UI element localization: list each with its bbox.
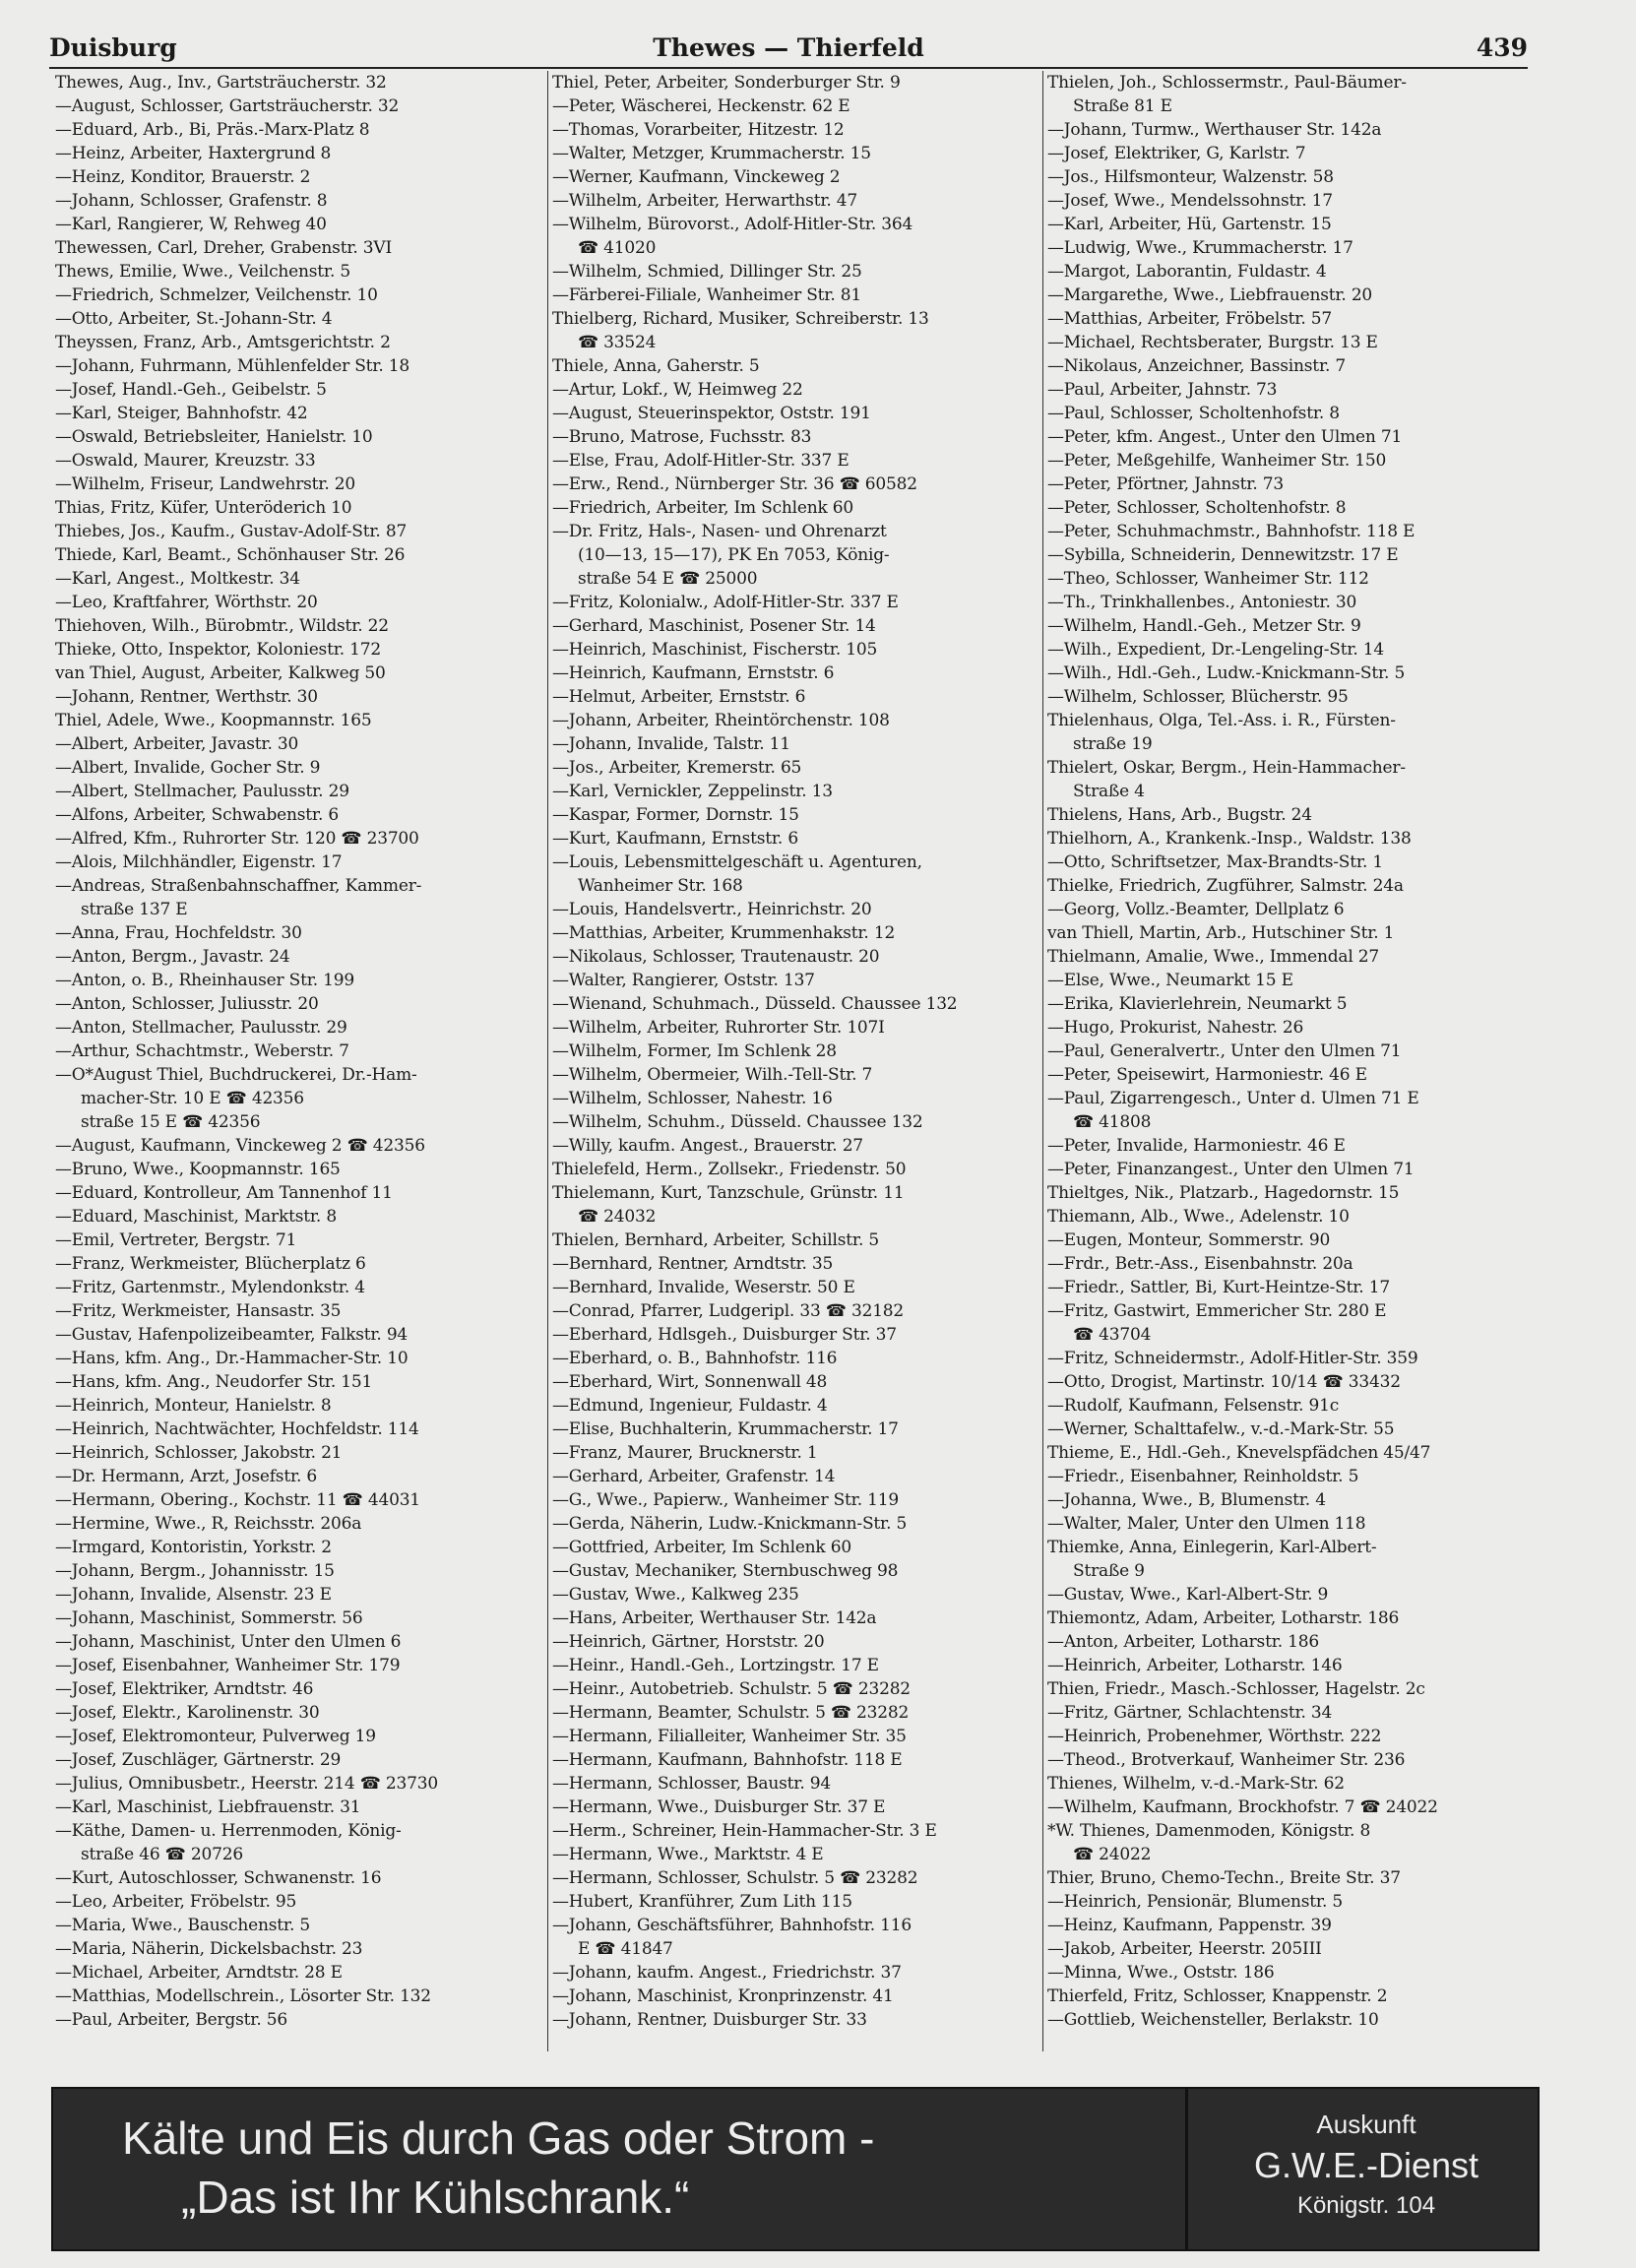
directory-entry: —Herm., Schreiner, Hein-Hammacher-Str. 3 E [552, 1821, 937, 1841]
directory-entry: Thielefeld, Herm., Zollsekr., Friedenstr. 50 [552, 1160, 907, 1179]
directory-entry: —Karl, Maschinist, Liebfrauenstr. 31 [55, 1797, 361, 1817]
directory-entry: Thias, Fritz, Küfer, Unteröderich 10 [55, 498, 352, 518]
directory-entry: —Peter, Schlosser, Scholtenhofstr. 8 [1047, 498, 1347, 518]
directory-columns [51, 71, 1540, 2051]
directory-entry: —Wilhelm, Schmied, Dillinger Str. 25 [552, 262, 862, 282]
directory-entry: —Eduard, Arb., Bi, Präs.-Marx-Platz 8 [55, 120, 370, 140]
directory-entry: —Karl, Vernickler, Zeppelinstr. 13 [552, 782, 833, 801]
directory-entry: —Friedrich, Arbeiter, Im Schlenk 60 [552, 498, 854, 518]
directory-entry: —Dr. Fritz, Hals-, Nasen- und Ohrenarzt [552, 522, 887, 541]
directory-entry: —Peter, Wäscherei, Heckenstr. 62 E [552, 96, 850, 116]
directory-entry: van Thiel, August, Arbeiter, Kalkweg 50 [55, 663, 386, 683]
directory-entry: —Albert, Invalide, Gocher Str. 9 [55, 758, 321, 778]
directory-entry: straße 19 [1073, 734, 1153, 754]
directory-entry: —Kurt, Kaufmann, Ernststr. 6 [552, 829, 798, 849]
directory-entry: Straße 4 [1073, 782, 1145, 801]
directory-entry: —Matthias, Modellschrein., Lösorter Str. 132 [55, 1986, 431, 2006]
directory-entry: —Walter, Rangierer, Oststr. 137 [552, 971, 815, 990]
directory-entry: —Heinr., Autobetrieb. Schulstr. 5 ☎ 23282 [552, 1679, 911, 1699]
directory-entry: —Michael, Rechtsberater, Burgstr. 13 E [1047, 333, 1378, 352]
directory-entry: —Hermann, Wwe., Marktstr. 4 E [552, 1845, 824, 1864]
directory-entry: Thielberg, Richard, Musiker, Schreiberstr. 13 [552, 309, 929, 329]
directory-entry: —August, Schlosser, Gartsträucherstr. 32 [55, 96, 400, 116]
directory-entry: —Hermine, Wwe., R, Reichsstr. 206a [55, 1514, 362, 1534]
directory-entry: —Josef, Wwe., Mendelssohnstr. 17 [1047, 191, 1333, 211]
directory-entry: straße 46 ☎ 20726 [81, 1845, 243, 1864]
directory-entry: —Helmut, Arbeiter, Ernststr. 6 [552, 687, 806, 707]
directory-entry: Thiede, Karl, Beamt., Schönhauser Str. 26 [55, 545, 406, 565]
directory-entry: —Matthias, Arbeiter, Fröbelstr. 57 [1047, 309, 1332, 329]
directory-entry: —Gerda, Näherin, Ludw.-Knickmann-Str. 5 [552, 1514, 908, 1534]
directory-entry: —Wilhelm, Kaufmann, Brockhofstr. 7 ☎ 24022 [1047, 1797, 1438, 1817]
directory-entry: *W. Thienes, Damenmoden, Königstr. 8 [1047, 1821, 1371, 1841]
directory-entry: —Georg, Vollz.-Beamter, Dellplatz 6 [1047, 900, 1345, 919]
directory-entry: —Leo, Arbeiter, Fröbelstr. 95 [55, 1892, 297, 1912]
directory-entry: —Josef, Elektriker, G, Karlstr. 7 [1047, 144, 1306, 163]
directory-entry: —Albert, Arbeiter, Javastr. 30 [55, 734, 299, 754]
directory-entry: —Arthur, Schachtmstr., Weberstr. 7 [55, 1041, 349, 1061]
directory-entry: —Anton, Schlosser, Juliusstr. 20 [55, 994, 319, 1014]
directory-entry: —Wilhelm, Schlosser, Nahestr. 16 [552, 1089, 833, 1108]
directory-entry: —Willy, kaufm. Angest., Brauerstr. 27 [552, 1136, 863, 1156]
directory-entry: —Fritz, Schneidermstr., Adolf-Hitler-Str. 359 [1047, 1349, 1418, 1368]
directory-entry: straße 54 E ☎ 25000 [578, 569, 758, 589]
directory-entry: —Peter, Schuhmachmstr., Bahnhofstr. 118 E [1047, 522, 1416, 541]
directory-entry: —Färberei-Filiale, Wanheimer Str. 81 [552, 285, 861, 305]
directory-entry: —Johann, Maschinist, Kronprinzenstr. 41 [552, 1986, 894, 2006]
directory-entry: —Thomas, Vorarbeiter, Hitzestr. 12 [552, 120, 845, 140]
column-middle [547, 71, 1043, 2051]
directory-entry: —Franz, Werkmeister, Blücherplatz 6 [55, 1254, 366, 1274]
directory-entry: —Anna, Frau, Hochfeldstr. 30 [55, 923, 302, 943]
directory-entry: —Anton, o. B., Rheinhauser Str. 199 [55, 971, 355, 990]
directory-entry: —Alfons, Arbeiter, Schwabenstr. 6 [55, 805, 339, 825]
directory-entry: —Paul, Schlosser, Scholtenhofstr. 8 [1047, 404, 1340, 423]
directory-entry: —Franz, Maurer, Brucknerstr. 1 [552, 1443, 818, 1463]
advertisement-banner [51, 2087, 1540, 2251]
header-rule [49, 67, 1528, 69]
directory-entry: —Oswald, Maurer, Kreuzstr. 33 [55, 451, 316, 471]
directory-entry: —Peter, Meßgehilfe, Wanheimer Str. 150 [1047, 451, 1387, 471]
directory-entry: —Else, Frau, Adolf-Hitler-Str. 337 E [552, 451, 849, 471]
directory-entry: —Paul, Zigarrengesch., Unter d. Ulmen 71 E [1047, 1089, 1419, 1108]
directory-entry: —Hubert, Kranführer, Zum Lith 115 [552, 1892, 852, 1912]
directory-entry: —Heinrich, Arbeiter, Lotharstr. 146 [1047, 1656, 1343, 1675]
directory-entry: Thier, Bruno, Chemo-Techn., Breite Str. 37 [1047, 1868, 1401, 1888]
directory-entry: —Peter, Invalide, Harmoniestr. 46 E [1047, 1136, 1346, 1156]
directory-entry: —Hermann, Filialleiter, Wanheimer Str. 35 [552, 1727, 907, 1746]
directory-entry: —Johann, Fuhrmann, Mühlenfelder Str. 18 [55, 356, 410, 376]
directory-entry: —Heinz, Kaufmann, Pappenstr. 39 [1047, 1916, 1332, 1935]
directory-entry: —Louis, Lebensmittelgeschäft u. Agenturen, [552, 852, 922, 872]
directory-entry: —G., Wwe., Papierw., Wanheimer Str. 119 [552, 1490, 899, 1510]
directory-entry: —Dr. Hermann, Arzt, Josefstr. 6 [55, 1467, 318, 1486]
directory-entry: —Michael, Arbeiter, Arndtstr. 28 E [55, 1963, 343, 1983]
directory-entry: —Wilhelm, Bürovorst., Adolf-Hitler-Str. 364 [552, 215, 913, 234]
directory-entry: —Leo, Kraftfahrer, Wörthstr. 20 [55, 593, 318, 612]
directory-entry: —Fritz, Gärtner, Schlachtenstr. 34 [1047, 1703, 1333, 1723]
directory-entry: —Heinrich, Monteur, Hanielstr. 8 [55, 1396, 332, 1416]
ad-info-address: Königstr. 104 [1296, 2192, 1436, 2219]
directory-entry: Thielemann, Kurt, Tanzschule, Grünstr. 11 [552, 1183, 905, 1203]
directory-entry: —O*August Thiel, Buchdruckerei, Dr.-Ham- [55, 1065, 417, 1085]
directory-entry: —Nikolaus, Anzeichner, Bassinstr. 7 [1047, 356, 1347, 376]
page-number: 439 [1476, 33, 1528, 62]
running-head [49, 33, 1528, 67]
directory-entry: —Kaspar, Former, Dornstr. 15 [552, 805, 799, 825]
directory-entry: —Heinrich, Schlosser, Jakobstr. 21 [55, 1443, 343, 1463]
directory-entry: —Wilhelm, Arbeiter, Herwarthstr. 47 [552, 191, 858, 211]
directory-entry: —Albert, Stellmacher, Paulusstr. 29 [55, 782, 349, 801]
directory-entry: —Gerhard, Arbeiter, Grafenstr. 14 [552, 1467, 836, 1486]
directory-entry: —Gustav, Hafenpolizeibeamter, Falkstr. 94 [55, 1325, 409, 1345]
directory-entry: Thieltges, Nik., Platzarb., Hagedornstr. 15 [1047, 1183, 1400, 1203]
directory-entry: —Peter, Speisewirt, Harmoniestr. 46 E [1047, 1065, 1367, 1085]
directory-entry: Thienes, Wilhelm, v.-d.-Mark-Str. 62 [1047, 1774, 1345, 1794]
directory-entry: —Wilhelm, Schuhm., Düsseld. Chaussee 132 [552, 1112, 923, 1132]
directory-entry: —Gustav, Mechaniker, Sternbuschweg 98 [552, 1561, 899, 1581]
directory-entry: —Peter, kfm. Angest., Unter den Ulmen 71 [1047, 427, 1403, 447]
directory-entry: —Otto, Drogist, Martinstr. 10/14 ☎ 33432 [1047, 1372, 1401, 1392]
directory-entry: —Emil, Vertreter, Bergstr. 71 [55, 1230, 297, 1250]
directory-entry: —Bernhard, Rentner, Arndtstr. 35 [552, 1254, 834, 1274]
directory-entry: —Heinz, Arbeiter, Haxtergrund 8 [55, 144, 332, 163]
directory-entry: Thieke, Otto, Inspektor, Koloniestr. 172 [55, 640, 382, 660]
directory-entry: —Fritz, Werkmeister, Hansastr. 35 [55, 1301, 342, 1321]
directory-entry: —Jos., Hilfsmonteur, Walzenstr. 58 [1047, 167, 1334, 187]
directory-entry: —Wilhelm, Arbeiter, Ruhrorter Str. 107I [552, 1018, 885, 1038]
directory-entry: —Heinrich, Nachtwächter, Hochfeldstr. 114 [55, 1419, 419, 1439]
directory-entry: —Matthias, Arbeiter, Krummenhakstr. 12 [552, 923, 896, 943]
directory-entry: —Karl, Rangierer, W, Rehweg 40 [55, 215, 327, 234]
directory-entry: —Theo, Schlosser, Wanheimer Str. 112 [1047, 569, 1369, 589]
directory-entry: —Otto, Schriftsetzer, Max-Brandts-Str. 1 [1047, 852, 1383, 872]
directory-entry: —Gerhard, Maschinist, Posener Str. 14 [552, 616, 876, 636]
ad-slogan [122, 2109, 1205, 2227]
directory-entry: —Johann, Invalide, Alsenstr. 23 E [55, 1585, 332, 1605]
directory-entry: —Margarethe, Wwe., Liebfrauenstr. 20 [1047, 285, 1373, 305]
directory-entry: —Josef, Elektriker, Arndtstr. 46 [55, 1679, 314, 1699]
directory-entry: —Theod., Brotverkauf, Wanheimer Str. 236 [1047, 1750, 1406, 1770]
directory-entry: —Heinr., Handl.-Geh., Lortzingstr. 17 E [552, 1656, 879, 1675]
directory-entry: —Bernhard, Invalide, Weserstr. 50 E [552, 1278, 855, 1297]
directory-entry: E ☎ 41847 [578, 1939, 673, 1959]
directory-entry: —Wienand, Schuhmach., Düsseld. Chaussee 132 [552, 994, 958, 1014]
directory-entry: —Artur, Lokf., W, Heimweg 22 [552, 380, 803, 400]
directory-entry: —Paul, Arbeiter, Jahnstr. 73 [1047, 380, 1278, 400]
directory-entry: macher-Str. 10 E ☎ 42356 [81, 1089, 304, 1108]
directory-entry: —Eberhard, Wirt, Sonnenwall 48 [552, 1372, 828, 1392]
directory-entry: Thews, Emilie, Wwe., Veilchenstr. 5 [55, 262, 351, 282]
directory-entry: Thewessen, Carl, Dreher, Grabenstr. 3VI [55, 238, 392, 258]
directory-entry: —Josef, Eisenbahner, Wanheimer Str. 179 [55, 1656, 401, 1675]
directory-entry: —Josef, Handl.-Geh., Geibelstr. 5 [55, 380, 327, 400]
ad-slogan-line1: Kälte und Eis durch Gas oder Strom - [122, 2112, 875, 2164]
directory-entry: —Alois, Milchhändler, Eigenstr. 17 [55, 852, 343, 872]
directory-entry: —Louis, Handelsvertr., Heinrichstr. 20 [552, 900, 872, 919]
directory-entry: —Maria, Näherin, Dickelsbachstr. 23 [55, 1939, 363, 1959]
directory-entry: —Johann, Invalide, Talstr. 11 [552, 734, 790, 754]
directory-entry: —Heinrich, Probenehmer, Wörthstr. 222 [1047, 1727, 1382, 1746]
directory-entry: —Heinrich, Pensionär, Blumenstr. 5 [1047, 1892, 1343, 1912]
directory-entry: Straße 81 E [1073, 96, 1172, 116]
directory-entry: —Fritz, Gastwirt, Emmericher Str. 280 E [1047, 1301, 1387, 1321]
directory-entry: —Heinrich, Maschinist, Fischerstr. 105 [552, 640, 878, 660]
directory-entry: Theyssen, Franz, Arb., Amtsgerichtstr. 2 [55, 333, 391, 352]
directory-entry: —Gustav, Wwe., Kalkweg 235 [552, 1585, 799, 1605]
directory-entry: ☎ 41808 [1073, 1112, 1152, 1132]
directory-entry: —Josef, Elektromonteur, Pulverweg 19 [55, 1727, 376, 1746]
directory-entry: Thiel, Peter, Arbeiter, Sonderburger Str. 9 [552, 73, 901, 93]
directory-entry: —Friedr., Eisenbahner, Reinholdstr. 5 [1047, 1467, 1359, 1486]
directory-entry: —Johann, Maschinist, Unter den Ulmen 6 [55, 1632, 402, 1652]
directory-entry: —Josef, Zuschläger, Gärtnerstr. 29 [55, 1750, 342, 1770]
directory-entry: Thierfeld, Fritz, Schlosser, Knappenstr. 2 [1047, 1986, 1388, 2006]
directory-entry: —Johann, Maschinist, Sommerstr. 56 [55, 1608, 363, 1628]
directory-entry: Thielenhaus, Olga, Tel.-Ass. i. R., Fürsten- [1047, 711, 1396, 730]
directory-entry: —Elise, Buchhalterin, Krummacherstr. 17 [552, 1419, 899, 1439]
directory-entry: —Peter, Pförtner, Jahnstr. 73 [1047, 474, 1284, 494]
directory-entry: —Hermann, Wwe., Duisburger Str. 37 E [552, 1797, 886, 1817]
directory-entry: Thieme, E., Hdl.-Geh., Knevelspfädchen 45/47 [1047, 1443, 1431, 1463]
directory-entry: Thiehoven, Wilh., Bürobmtr., Wildstr. 22 [55, 616, 389, 636]
directory-entry: —Hermann, Schlosser, Baustr. 94 [552, 1774, 831, 1794]
directory-entry: —Eugen, Monteur, Sommerstr. 90 [1047, 1230, 1331, 1250]
directory-entry: —Johann, Rentner, Duisburger Str. 33 [552, 2010, 867, 2030]
directory-entry: —Wilh., Hdl.-Geh., Ludw.-Knickmann-Str. 5 [1047, 663, 1406, 683]
column-left [51, 71, 547, 2051]
directory-entry: —Hermann, Kaufmann, Bahnhofstr. 118 E [552, 1750, 903, 1770]
directory-entry: —Johann, Turmw., Werthauser Str. 142a [1047, 120, 1382, 140]
directory-entry: —Paul, Generalvertr., Unter den Ulmen 71 [1047, 1041, 1402, 1061]
directory-entry: —Oswald, Betriebsleiter, Hanielstr. 10 [55, 427, 373, 447]
directory-entry: —Otto, Arbeiter, St.-Johann-Str. 4 [55, 309, 333, 329]
directory-entry: —Conrad, Pfarrer, Ludgeripl. 33 ☎ 32182 [552, 1301, 905, 1321]
directory-entry: —Anton, Arbeiter, Lotharstr. 186 [1047, 1632, 1320, 1652]
ad-info-label: Auskunft [1316, 2110, 1416, 2139]
directory-entry: —Erw., Rend., Nürnberger Str. 36 ☎ 60582 [552, 474, 917, 494]
directory-entry: —Erika, Klavierlehrein, Neumarkt 5 [1047, 994, 1348, 1014]
directory-entry: —Hans, kfm. Ang., Dr.-Hammacher-Str. 10 [55, 1349, 409, 1368]
directory-entry: —Johann, Bergm., Johannisstr. 15 [55, 1561, 335, 1581]
directory-entry: —Wilhelm, Handl.-Geh., Metzer Str. 9 [1047, 616, 1361, 636]
ad-slogan-line2: „Das ist Ihr Kühlschrank.“ [181, 2172, 690, 2223]
directory-entry: Thielen, Joh., Schlossermstr., Paul-Bäumer- [1047, 73, 1407, 93]
directory-entry: —Friedr., Sattler, Bi, Kurt-Heintze-Str. 17 [1047, 1278, 1390, 1297]
directory-entry: ☎ 41020 [578, 238, 657, 258]
directory-entry: —Heinz, Konditor, Brauerstr. 2 [55, 167, 311, 187]
directory-entry: —Hermann, Obering., Kochstr. 11 ☎ 44031 [55, 1490, 420, 1510]
directory-entry: ☎ 43704 [1073, 1325, 1152, 1345]
directory-entry: (10—13, 15—17), PK En 7053, König- [578, 545, 890, 565]
directory-entry: Thiemann, Alb., Wwe., Adelenstr. 10 [1047, 1207, 1350, 1227]
directory-entry: —Andreas, Straßenbahnschaffner, Kammer- [55, 876, 422, 896]
directory-entry: —Wilh., Expedient, Dr.-Lengeling-Str. 14 [1047, 640, 1385, 660]
directory-entry: ☎ 24032 [578, 1207, 657, 1227]
directory-entry: —Else, Wwe., Neumarkt 15 E [1047, 971, 1293, 990]
directory-entry: —Hugo, Prokurist, Nahestr. 26 [1047, 1018, 1304, 1038]
directory-entry: —Gottlieb, Weichensteller, Berlakstr. 10 [1047, 2010, 1379, 2030]
directory-entry: —Paul, Arbeiter, Bergstr. 56 [55, 2010, 287, 2030]
directory-entry: Thielmann, Amalie, Wwe., Immendal 27 [1047, 947, 1380, 967]
directory-entry: Thielert, Oskar, Bergm., Hein-Hammacher- [1047, 758, 1406, 778]
directory-entry: —Heinrich, Kaufmann, Ernststr. 6 [552, 663, 835, 683]
directory-entry: —Gottfried, Arbeiter, Im Schlenk 60 [552, 1538, 851, 1557]
directory-entry: Thiele, Anna, Gaherstr. 5 [552, 356, 760, 376]
directory-entry: —Fritz, Kolonialw., Adolf-Hitler-Str. 337 E [552, 593, 899, 612]
header-city: Duisburg [49, 33, 177, 62]
directory-entry: —Hans, Arbeiter, Werthauser Str. 142a [552, 1608, 877, 1628]
directory-entry: —Johanna, Wwe., B, Blumenstr. 4 [1047, 1490, 1326, 1510]
directory-entry: —Walter, Maler, Unter den Ulmen 118 [1047, 1514, 1366, 1534]
directory-entry: —Käthe, Damen- u. Herrenmoden, König- [55, 1821, 402, 1841]
directory-entry: straße 15 E ☎ 42356 [81, 1112, 261, 1132]
ad-divider [1185, 2089, 1188, 2249]
directory-entry: —Heinrich, Gärtner, Horststr. 20 [552, 1632, 825, 1652]
directory-entry: —Frdr., Betr.-Ass., Eisenbahnstr. 20a [1047, 1254, 1353, 1274]
directory-entry: Thiemke, Anna, Einlegerin, Karl-Albert- [1047, 1538, 1377, 1557]
directory-entry: ☎ 24022 [1073, 1845, 1152, 1864]
directory-entry: —Eberhard, o. B., Bahnhofstr. 116 [552, 1349, 838, 1368]
directory-entry: —Jos., Arbeiter, Kremerstr. 65 [552, 758, 802, 778]
directory-entry: Thielhorn, A., Krankenk.-Insp., Waldstr. 138 [1047, 829, 1412, 849]
directory-entry: —August, Kaufmann, Vinckeweg 2 ☎ 42356 [55, 1136, 425, 1156]
directory-entry: —Alfred, Kfm., Ruhrorter Str. 120 ☎ 23700 [55, 829, 419, 849]
directory-entry: —Anton, Stellmacher, Paulusstr. 29 [55, 1018, 347, 1038]
directory-entry: —Werner, Schalttafelw., v.-d.-Mark-Str. 55 [1047, 1419, 1395, 1439]
directory-entry: —Walter, Metzger, Krummacherstr. 15 [552, 144, 871, 163]
directory-entry: —Bruno, Wwe., Koopmannstr. 165 [55, 1160, 341, 1179]
directory-entry: Thielens, Hans, Arb., Bugstr. 24 [1047, 805, 1312, 825]
directory-entry: —Karl, Angest., Moltkestr. 34 [55, 569, 300, 589]
directory-entry: —Bruno, Matrose, Fuchsstr. 83 [552, 427, 812, 447]
directory-entry: —Kurt, Autoschlosser, Schwanenstr. 16 [55, 1868, 382, 1888]
directory-entry: —Werner, Kaufmann, Vinckeweg 2 [552, 167, 841, 187]
directory-entry: —Jakob, Arbeiter, Heerstr. 205III [1047, 1939, 1322, 1959]
directory-entry: Thiemontz, Adam, Arbeiter, Lotharstr. 186 [1047, 1608, 1400, 1628]
directory-entry: —Johann, Schlosser, Grafenstr. 8 [55, 191, 328, 211]
directory-entry: Thewes, Aug., Inv., Gartsträucherstr. 32 [55, 73, 387, 93]
directory-entry: —August, Steuerinspektor, Oststr. 191 [552, 404, 871, 423]
directory-entry: —Fritz, Gartenmstr., Mylendonkstr. 4 [55, 1278, 365, 1297]
directory-entry: —Hermann, Beamter, Schulstr. 5 ☎ 23282 [552, 1703, 910, 1723]
directory-entry: Thielen, Bernhard, Arbeiter, Schillstr. 5 [552, 1230, 879, 1250]
directory-entry: —Th., Trinkhallenbes., Antoniestr. 30 [1047, 593, 1357, 612]
directory-entry: —Eberhard, Hdlsgeh., Duisburger Str. 37 [552, 1325, 897, 1345]
directory-entry: —Sybilla, Schneiderin, Dennewitzstr. 17 E [1047, 545, 1399, 565]
directory-entry: Thiel, Adele, Wwe., Koopmannstr. 165 [55, 711, 372, 730]
directory-entry: —Maria, Wwe., Bauschenstr. 5 [55, 1916, 310, 1935]
directory-entry: van Thiell, Martin, Arb., Hutschiner Str. 1 [1047, 923, 1395, 943]
directory-entry: —Julius, Omnibusbetr., Heerstr. 214 ☎ 23730 [55, 1774, 438, 1794]
directory-entry: —Hermann, Schlosser, Schulstr. 5 ☎ 23282 [552, 1868, 918, 1888]
directory-entry: —Nikolaus, Schlosser, Trautenaustr. 20 [552, 947, 880, 967]
directory-entry: —Rudolf, Kaufmann, Felsenstr. 91c [1047, 1396, 1340, 1416]
directory-entry: —Hans, kfm. Ang., Neudorfer Str. 151 [55, 1372, 373, 1392]
directory-entry: —Eduard, Kontrolleur, Am Tannenhof 11 [55, 1183, 393, 1203]
directory-entry: —Peter, Finanzangest., Unter den Ulmen 71 [1047, 1160, 1415, 1179]
directory-entry: —Margot, Laborantin, Fuldastr. 4 [1047, 262, 1327, 282]
directory-entry: Thien, Friedr., Masch.-Schlosser, Hagelstr. 2c [1047, 1679, 1425, 1699]
directory-entry: —Friedrich, Schmelzer, Veilchenstr. 10 [55, 285, 378, 305]
directory-entry: —Johann, Geschäftsführer, Bahnhofstr. 116 [552, 1916, 912, 1935]
directory-entry: —Edmund, Ingenieur, Fuldastr. 4 [552, 1396, 828, 1416]
directory-entry: —Wilhelm, Former, Im Schlenk 28 [552, 1041, 837, 1061]
directory-entry: Wanheimer Str. 168 [578, 876, 743, 896]
directory-entry: —Johann, kaufm. Angest., Friedrichstr. 37 [552, 1963, 902, 1983]
directory-entry: —Irmgard, Kontoristin, Yorkstr. 2 [55, 1538, 332, 1557]
directory-entry: Straße 9 [1073, 1561, 1145, 1581]
header-name-range: Thewes — Thierfeld [653, 33, 924, 62]
directory-entry: —Wilhelm, Friseur, Landwehrstr. 20 [55, 474, 355, 494]
directory-entry: —Josef, Elektr., Karolinenstr. 30 [55, 1703, 320, 1723]
directory-entry: —Karl, Arbeiter, Hü, Gartenstr. 15 [1047, 215, 1332, 234]
directory-entry: ☎ 33524 [578, 333, 657, 352]
directory-entry: —Gustav, Wwe., Karl-Albert-Str. 9 [1047, 1585, 1329, 1605]
directory-entry: Thielke, Friedrich, Zugführer, Salmstr. 24a [1047, 876, 1404, 896]
directory-entry: —Karl, Steiger, Bahnhofstr. 42 [55, 404, 308, 423]
ad-info-service: G.W.E.-Dienst [1253, 2145, 1479, 2185]
directory-entry: —Eduard, Maschinist, Marktstr. 8 [55, 1207, 337, 1227]
directory-entry: —Minna, Wwe., Oststr. 186 [1047, 1963, 1275, 1983]
directory-entry: —Johann, Rentner, Werthstr. 30 [55, 687, 318, 707]
ad-info [1195, 2107, 1538, 2223]
directory-entry: —Wilhelm, Schlosser, Blücherstr. 95 [1047, 687, 1349, 707]
directory-entry: straße 137 E [81, 900, 188, 919]
directory-entry: —Anton, Bergm., Javastr. 24 [55, 947, 290, 967]
column-right [1043, 71, 1540, 2051]
directory-entry: Thiebes, Jos., Kaufm., Gustav-Adolf-Str. 87 [55, 522, 408, 541]
directory-entry: —Wilhelm, Obermeier, Wilh.-Tell-Str. 7 [552, 1065, 873, 1085]
directory-entry: —Johann, Arbeiter, Rheintörchenstr. 108 [552, 711, 890, 730]
directory-entry: —Ludwig, Wwe., Krummacherstr. 17 [1047, 238, 1353, 258]
